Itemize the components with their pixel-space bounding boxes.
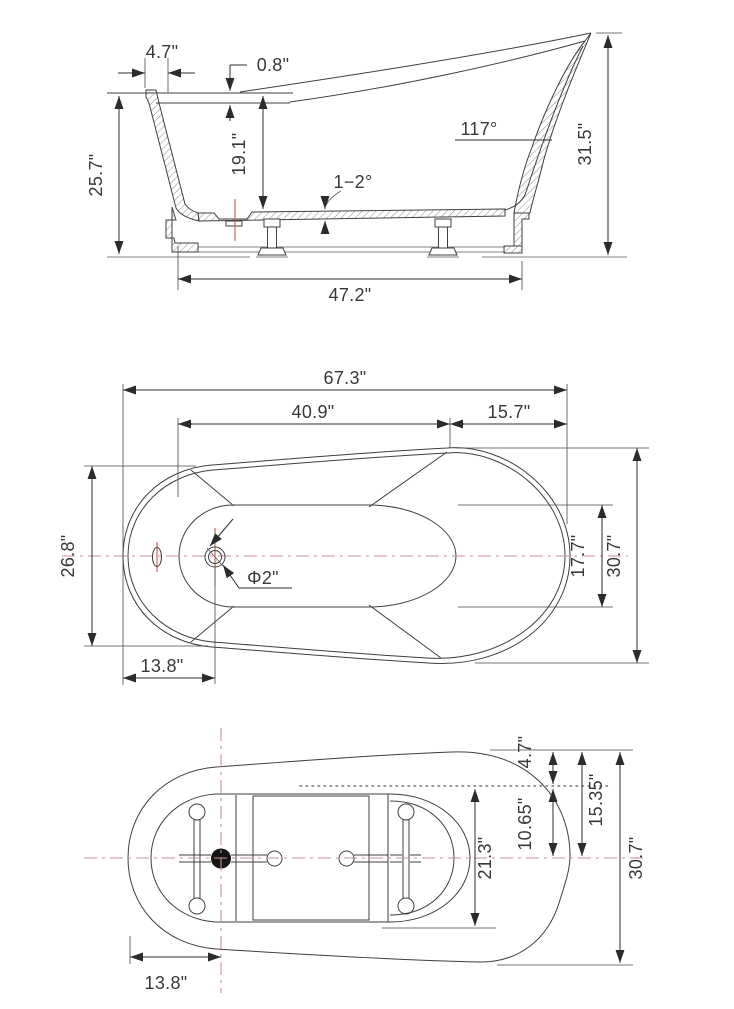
dim-drain-diameter: [210, 519, 292, 588]
dim-edge-to-hidden-label: 4.7": [515, 735, 535, 769]
leg-front: [256, 219, 288, 257]
dim-hidden-to-center: [515, 789, 553, 856]
dim-edge-to-center: [582, 752, 606, 856]
dim-base-length: [178, 246, 522, 305]
dim-rim-thickness-label: 0.8": [256, 55, 290, 75]
dim-back-height-label: 31.5": [575, 122, 595, 166]
dim-drain-offset-bottom-label: 13.8": [144, 973, 188, 993]
side-view: [86, 33, 627, 305]
dim-inner-depth: [229, 96, 263, 209]
near-rim-sweep: [290, 41, 585, 102]
dim-basin-length: [178, 402, 450, 497]
dim-inner-depth-label: 19.1": [229, 132, 249, 176]
floor-slab-section: [198, 209, 505, 221]
dim-drain-offset-top-label: 13.8": [140, 656, 184, 676]
leg-bracket-left: [179, 804, 211, 914]
back-skirt-foot-section: [504, 246, 522, 253]
dim-overall-length-label: 67.3": [323, 368, 367, 388]
drain-crosshair: [157, 528, 215, 586]
dim-back-deck-length: [450, 402, 567, 424]
dim-overall-width-bottom-label: 30.7": [626, 836, 646, 880]
leg-back: [427, 219, 459, 257]
drain-fitting: [226, 221, 242, 226]
dim-backrest-angle-label: 117°: [460, 119, 498, 139]
dim-drain-diameter-label: Φ2": [247, 568, 279, 588]
dim-back-end-width-label: 30.7": [604, 534, 624, 578]
leg-bracket-right: [390, 804, 421, 914]
basin-corner-seams: [191, 452, 447, 658]
bottom-view: [84, 728, 646, 993]
dim-hidden-to-center-label: 10.65": [515, 797, 535, 851]
back-skirt-section: [514, 213, 529, 246]
dim-back-height: [575, 33, 622, 255]
dim-front-height: [86, 96, 119, 254]
dim-back-deck-length-label: 15.7": [487, 402, 531, 422]
dim-basin-end-width-label: 17.7": [568, 534, 588, 578]
dim-basin-length-label: 40.9": [291, 402, 335, 422]
dim-base-length-label: 47.2": [328, 285, 372, 305]
dim-base-plate-width-label: 21.3": [475, 836, 495, 880]
top-view: [58, 368, 649, 685]
far-rim-sweep: [240, 33, 591, 92]
tub-outer-outline: [123, 448, 570, 664]
dim-front-height-label: 25.7": [86, 153, 106, 197]
front-wall-section: [146, 90, 199, 221]
dim-rim-ledge: [118, 42, 195, 92]
dim-bottom-slope: [325, 172, 372, 233]
dim-drain-offset-bottom: [130, 957, 221, 993]
dim-edge-to-center-label: 15.35": [586, 773, 606, 827]
dim-rim-thickness: [230, 55, 289, 121]
frame-bottom-bar: [198, 247, 505, 252]
dim-rim-ledge-label: 4.7": [145, 42, 179, 62]
dim-bottom-slope-label: 1−2°: [333, 172, 373, 192]
dim-front-end-width-label: 26.8": [58, 534, 78, 578]
dim-base-plate-width: [475, 789, 495, 926]
dim-drain-offset-top: [123, 568, 215, 684]
